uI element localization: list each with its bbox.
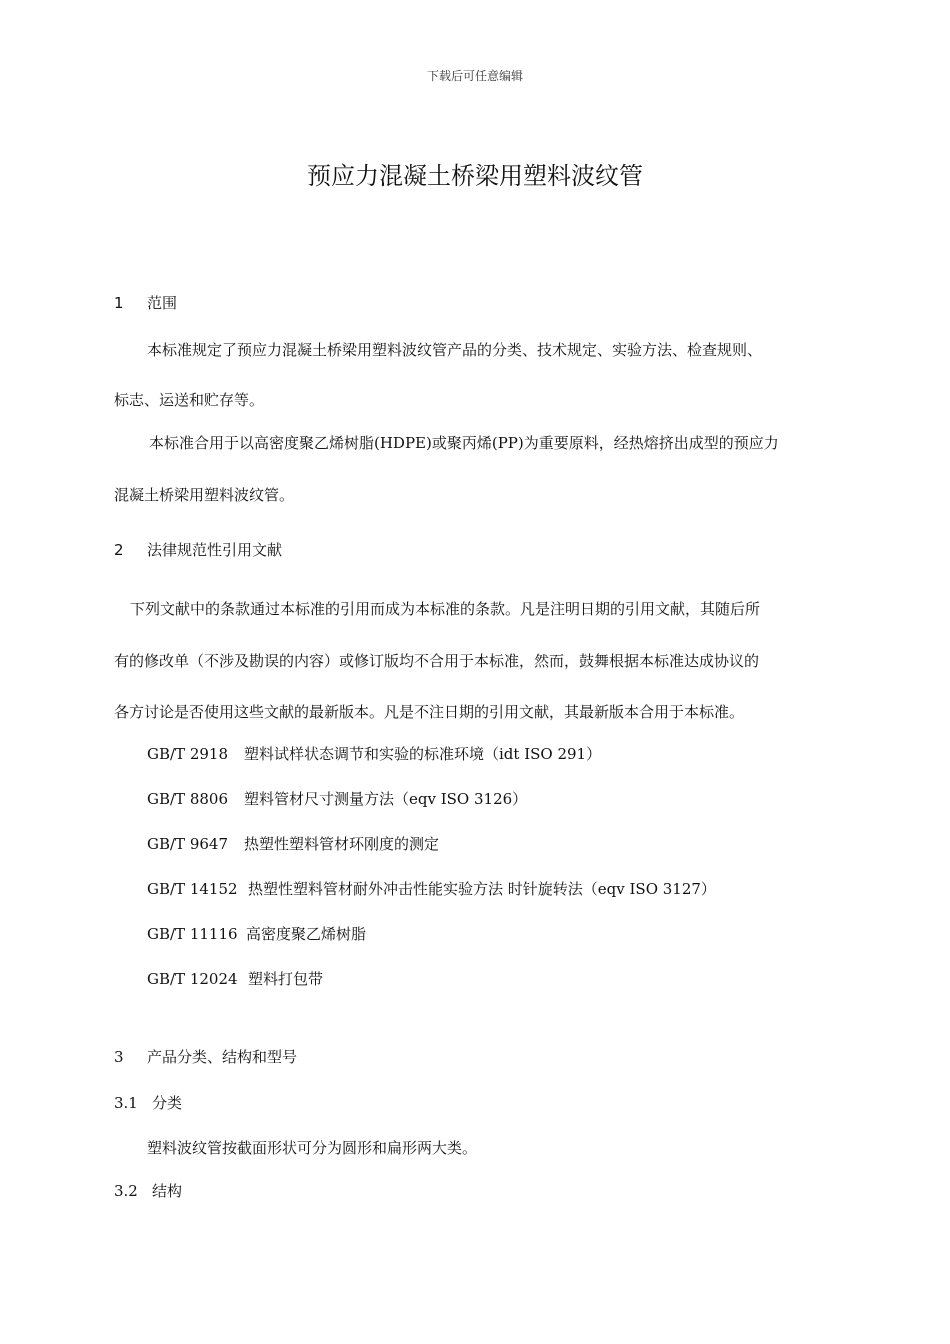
section-number: 3 xyxy=(114,1048,124,1066)
reference-title: 热塑性塑料管材环刚度的测定 xyxy=(244,835,440,853)
document-title: 预应力混凝土桥梁用塑料波纹管 xyxy=(307,162,643,190)
paragraph-line: 混凝土桥梁用塑料波纹管。 xyxy=(114,486,295,504)
section-label: 范围 xyxy=(147,294,178,312)
reference-code: GB/T 11116 xyxy=(147,925,238,943)
reference-item xyxy=(147,833,439,854)
reference-title: 高密度聚乙烯树脂 xyxy=(246,925,367,943)
reference-item xyxy=(147,923,366,944)
reference-item xyxy=(147,743,601,764)
section-2-heading xyxy=(114,539,282,560)
reference-code: GB/T 14152 xyxy=(147,880,238,898)
reference-title: 塑料试样状态调节和实验的标准环境（idt ISO 291） xyxy=(244,745,602,763)
section-label: 法律规范性引用文献 xyxy=(147,541,283,559)
reference-code: GB/T 12024 xyxy=(147,970,238,988)
paragraph-line: 本标准规定了预应力混凝土桥梁用塑料波纹管产品的分类、技术规定、实验方法、检查规则、 xyxy=(147,341,763,359)
section-number: 1 xyxy=(114,294,124,312)
section-label: 产品分类、结构和型号 xyxy=(147,1048,298,1066)
subsection-label: 结构 xyxy=(152,1182,183,1200)
reference-title: 塑料打包带 xyxy=(248,970,324,988)
paragraph-line: 有的修改单（不涉及勘误的内容）或修订版均不合用于本标准，然而，鼓舞根据本标准达成协议的 xyxy=(114,652,760,670)
subsection-3-1-heading xyxy=(114,1092,182,1113)
reference-item xyxy=(147,968,323,989)
paragraph-line: 下列文献中的条款通过本标准的引用而成为本标准的条款。凡是注明日期的引用文献，其随后所 xyxy=(130,600,761,618)
reference-code: GB/T 9647 xyxy=(147,835,229,853)
subsection-3-2-heading xyxy=(114,1180,182,1201)
subsection-number: 3.1 xyxy=(114,1094,138,1112)
reference-item xyxy=(147,788,527,809)
paragraph-line: 标志、运送和贮存等。 xyxy=(114,391,265,409)
section-number: 2 xyxy=(114,541,124,559)
reference-code: GB/T 2918 xyxy=(147,745,229,763)
section-3-heading xyxy=(114,1046,297,1067)
page-header-note: 下载后可任意编辑 xyxy=(426,69,523,83)
subsection-label: 分类 xyxy=(152,1094,183,1112)
paragraph-line: 各方讨论是否使用这些文献的最新版本。凡是不注日期的引用文献，其最新版本合用于本标准。 xyxy=(114,703,745,721)
subsection-number: 3.2 xyxy=(114,1182,138,1200)
reference-title: 塑料管材尺寸测量方法（eqv ISO 3126） xyxy=(244,790,528,808)
section-1-heading xyxy=(114,292,177,313)
paragraph-line: 塑料波纹管按截面形状可分为圆形和扁形两大类。 xyxy=(147,1139,478,1157)
reference-item xyxy=(147,878,716,899)
reference-code: GB/T 8806 xyxy=(147,790,229,808)
reference-title: 热塑性塑料管材耐外冲击性能实验方法 时针旋转法（eqv ISO 3127） xyxy=(248,880,716,898)
paragraph-line: 本标准合用于以高密度聚乙烯树脂(HDPE)或聚丙烯(PP)为重要原料，经热熔挤出成型的预应力 xyxy=(149,434,779,452)
